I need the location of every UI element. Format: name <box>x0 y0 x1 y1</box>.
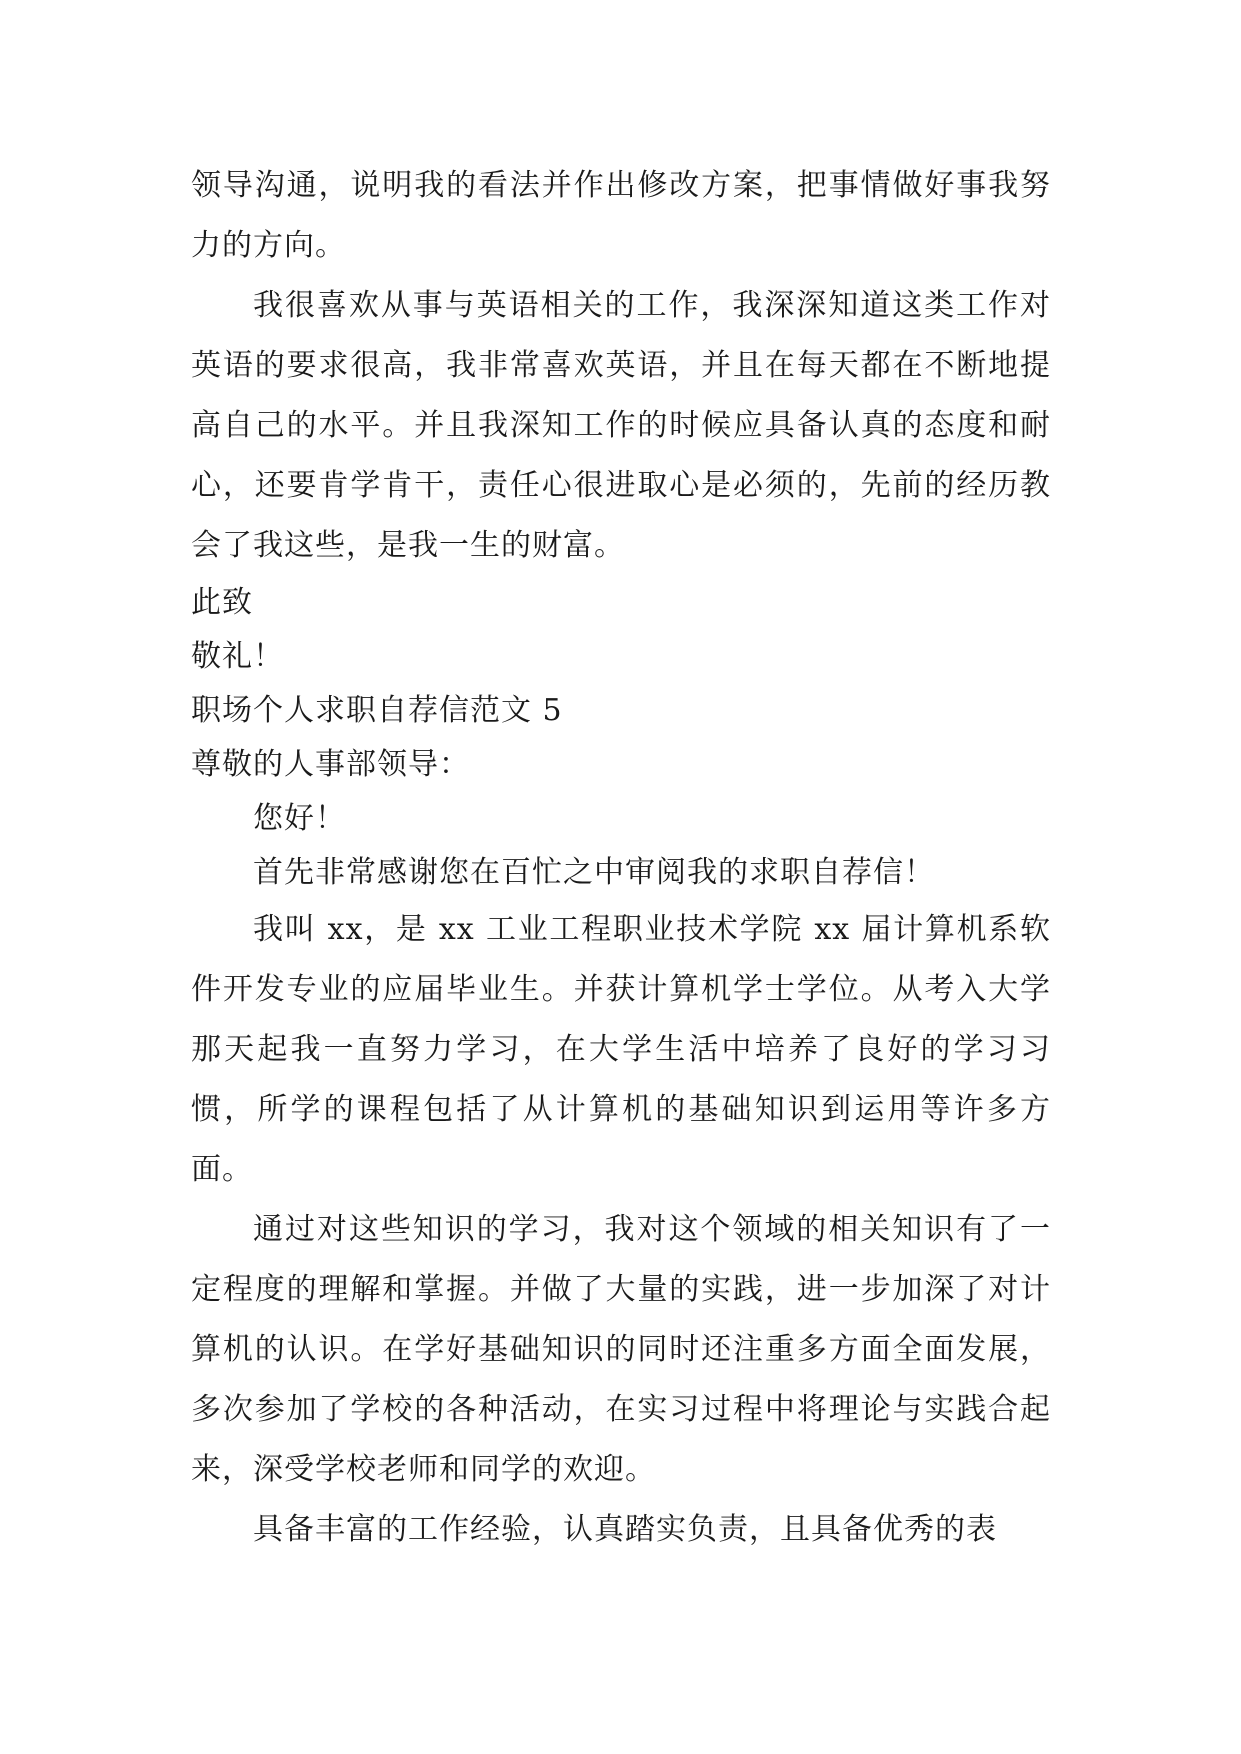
paragraph-introduction: 我叫 xx，是 xx 工业工程职业技术学院 xx 届计算机系软件开发专业的应届毕业生。并获计算机学士学位。从考入大学那天起我一直努力学习，在大学生活中培养了良好的学习习惯，所学的课程包括了从计算机的基础知识到运用等许多方面。 <box>191 912 1051 1187</box>
paragraph-learning: 通过对这些知识的学习，我对这个领域的相关知识有了一定程度的理解和掌握。并做了大量的实践，进一步加深了对计算机的认识。在学好基础知识的同时还注重多方面全面发展，多次参加了学校的各种活动，在实习过程中将理论与实践合起来，深受学校老师和同学的欢迎。 <box>191 1212 1051 1487</box>
paragraph-continuation: 领导沟通，说明我的看法并作出修改方案，把事情做好事我努力的方向。 <box>191 168 1051 263</box>
salutation: 尊敬的人事部领导： <box>191 747 470 782</box>
closing-line-2: 敬礼！ <box>191 639 284 674</box>
greeting: 您好！ <box>253 801 346 836</box>
paragraph-experience: 具备丰富的工作经验，认真踏实负责，且具备优秀的表 <box>253 1512 997 1547</box>
document-body <box>191 156 1051 1560</box>
section-heading: 职场个人求职自荐信范文 5 <box>191 693 563 728</box>
paragraph-thanks: 首先非常感谢您在百忙之中审阅我的求职自荐信！ <box>253 855 935 890</box>
closing-line-1: 此致 <box>191 585 253 620</box>
paragraph-english-work: 我很喜欢从事与英语相关的工作，我深深知道这类工作对英语的要求很高，我非常喜欢英语，并且在每天都在不断地提高自己的水平。并且我深知工作的时候应具备认真的态度和耐心，还要肯学肯干，责任心很进取心是必须的，先前的经历教会了我这些，是我一生的财富。 <box>191 288 1051 563</box>
